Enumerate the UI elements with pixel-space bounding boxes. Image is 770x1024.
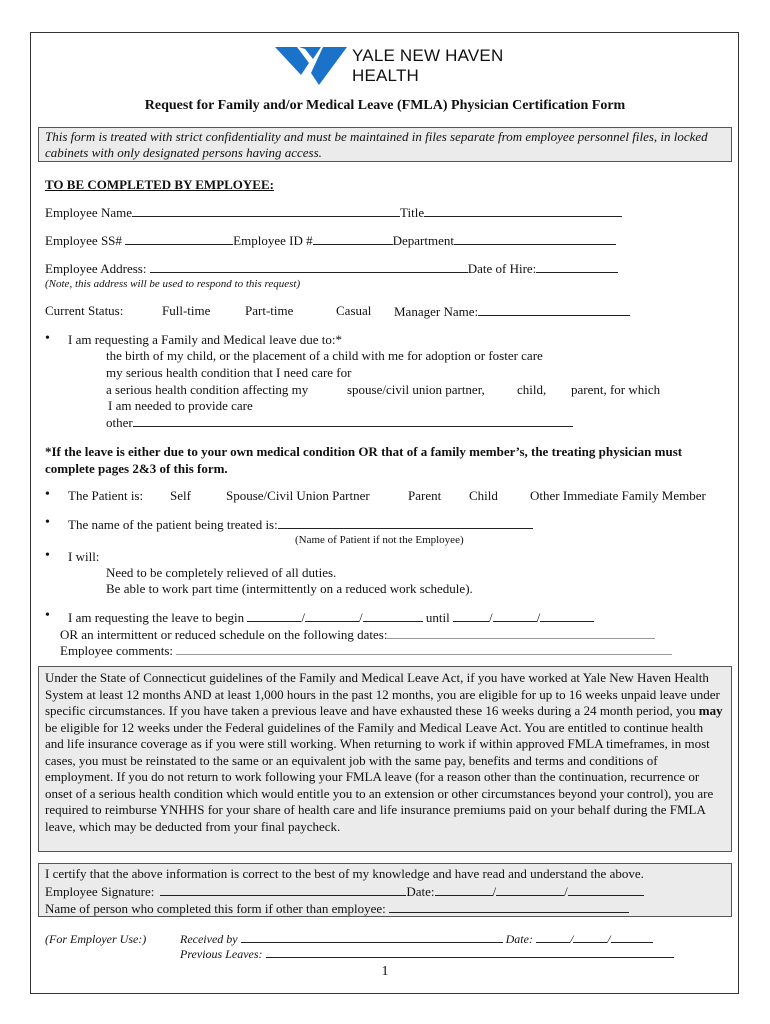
logo-line2: HEALTH xyxy=(352,66,420,85)
reason-spouse[interactable]: spouse/civil union partner, xyxy=(347,382,485,397)
hire-date-field[interactable] xyxy=(536,260,618,273)
employee-id-field[interactable] xyxy=(313,232,393,245)
reason-family-health[interactable]: a serious health condition affecting my xyxy=(106,382,309,397)
patient-other-family[interactable]: Other Immediate Family Member xyxy=(530,488,706,503)
physician-note: *If the leave is either due to your own medical condition OR that of a family member’s, the treating physician must complete pages 2&3 of this form. xyxy=(45,444,683,476)
begin-day-field[interactable] xyxy=(305,609,359,622)
employee-section-heading: TO BE COMPLETED BY EMPLOYEE: xyxy=(45,177,274,192)
ynhh-logo-icon xyxy=(275,47,347,87)
intermittent-field[interactable] xyxy=(387,626,655,639)
completed-by-field[interactable] xyxy=(389,900,629,913)
leave-dates-row xyxy=(68,609,594,626)
date-slash: / xyxy=(536,610,541,625)
begin-month-field[interactable] xyxy=(247,609,301,622)
address-row xyxy=(45,260,618,277)
certify-statement: I certify that the above information is correct to the best of my knowledge and have read and understand the above. xyxy=(45,866,644,881)
reason-family-cont: I am needed to provide care xyxy=(108,398,253,413)
will-label: I will: xyxy=(68,549,100,564)
manager-label: Manager Name: xyxy=(394,304,479,319)
bullet: • xyxy=(45,515,50,530)
patient-name-row xyxy=(68,516,533,533)
bullet: • xyxy=(45,608,50,623)
date-slash: / xyxy=(492,883,497,899)
leave-intro: I am requesting a Family and Medical leave due to:* xyxy=(68,332,342,347)
intermittent-row xyxy=(60,626,655,643)
status-parttime[interactable]: Part-time xyxy=(245,303,294,318)
fmla-info-box xyxy=(38,666,732,852)
address-note: (Note, this address will be used to respond to this request) xyxy=(45,278,301,290)
patient-name-note: (Name of Patient if not the Employee) xyxy=(295,534,464,546)
end-month-field[interactable] xyxy=(453,609,489,622)
intermittent-label: OR an intermittent or reduced schedule on the following dates: xyxy=(60,627,388,642)
begin-label: I am requesting the leave to begin xyxy=(68,610,248,625)
certify-month-field[interactable] xyxy=(435,883,493,896)
address-label: Employee Address: xyxy=(45,261,150,276)
date-slash: / xyxy=(489,610,493,625)
employee-name-field[interactable] xyxy=(132,204,400,217)
end-year-field[interactable] xyxy=(540,609,594,622)
reason-other[interactable]: other xyxy=(106,415,133,430)
previous-leaves-label: Previous Leaves: xyxy=(180,947,266,961)
date-slash: / xyxy=(301,610,306,625)
completed-by-label: Name of person who completed this form if other than employee: xyxy=(45,901,390,916)
employee-id-row xyxy=(45,232,616,249)
received-label: Received by xyxy=(180,932,241,946)
department-field[interactable] xyxy=(454,232,616,245)
fmla-info-part2: be eligible for 12 weeks under the Federal guidelines of the Family and Medical Leave Act. You are entitled to continue health and life insurance coverage as if you were still working. When returning to work if within approved FMLA timeframes, in most cases, you must be reinstated to the same or an equivalent job with the same pay, benefits and terms and conditions of employment. If you do not return to work following your FMLA leave (for a reason other than the continuation, recurrence or onset of a serious health condition which would entitle you to an extension or other circumstances beyond your control), you are required to reimburse YNHHS for your share of health care and life insurance premiums paid on your behalf during the FMLA leave, which may be deducted from your final paycheck. xyxy=(45,719,714,834)
date-slash: / xyxy=(359,610,363,625)
signature-field[interactable] xyxy=(160,883,406,896)
title-label: Title xyxy=(400,205,425,220)
confidentiality-notice: This form is treated with strict confidentiality and must be maintained in files separate from employee personnel files, in locked cabinets with only designated persons having access. xyxy=(38,127,732,162)
status-label: Current Status: xyxy=(45,303,124,318)
certify-year-field[interactable] xyxy=(568,883,644,896)
certify-date-label: Date: xyxy=(406,883,435,899)
bullet: • xyxy=(45,548,50,563)
date-slash: / xyxy=(564,883,568,899)
patient-self[interactable]: Self xyxy=(170,488,191,503)
reason-other-row xyxy=(106,414,573,431)
manager-row xyxy=(394,303,630,320)
patient-label: The Patient is: xyxy=(68,488,144,503)
bullet: • xyxy=(45,331,50,346)
patient-parent[interactable]: Parent xyxy=(408,488,442,503)
completed-by-row xyxy=(45,900,725,918)
employer-use-label: (For Employer Use:) xyxy=(45,932,147,946)
signature-row xyxy=(45,883,725,901)
employer-month-field[interactable] xyxy=(536,931,570,943)
employer-date-label: Date: xyxy=(502,932,536,946)
hire-date-label: Date of Hire: xyxy=(467,261,537,276)
date-slash: / xyxy=(607,932,611,946)
will-part-time[interactable]: Be able to work part time (intermittently on a reduced work schedule). xyxy=(106,581,473,596)
department-label: Department xyxy=(392,233,454,248)
ss-label: Employee SS# xyxy=(45,233,126,248)
certification-box xyxy=(38,863,732,917)
previous-leaves-row xyxy=(180,946,674,962)
until-label: until xyxy=(422,610,454,625)
received-row xyxy=(180,931,653,947)
bullet: • xyxy=(45,487,50,502)
status-fulltime[interactable]: Full-time xyxy=(162,303,211,318)
received-field[interactable] xyxy=(241,931,503,943)
begin-year-field[interactable] xyxy=(363,609,423,622)
employer-day-field[interactable] xyxy=(573,931,607,943)
patient-name-label: The name of the patient being treated is: xyxy=(68,517,278,532)
patient-spouse[interactable]: Spouse/Civil Union Partner xyxy=(226,488,370,503)
signature-label: Employee Signature: xyxy=(45,883,155,899)
end-day-field[interactable] xyxy=(493,609,537,622)
page-number: 1 xyxy=(381,964,389,979)
status-casual[interactable]: Casual xyxy=(336,303,372,318)
reason-birth[interactable]: the birth of my child, or the placement of a child with me for adoption or foster care xyxy=(106,348,543,363)
fmla-info-part1: Under the State of Connecticut guidelines of the Family and Medical Leave Act, if you have worked at Yale New Haven Health System at least 12 months AND at least 1,000 hours in the past 12 months, you are eligible for up to 16 weeks unpaid leave under specific circumstances. If you have taken a previous leave and have exhausted these 16 weeks during a 24 month period, you xyxy=(45,670,720,718)
date-slash: / xyxy=(569,932,574,946)
employee-name-row xyxy=(45,204,622,221)
manager-field[interactable] xyxy=(478,303,630,316)
fmla-info-may: may xyxy=(698,703,723,718)
reason-other-field[interactable] xyxy=(133,414,573,427)
comments-field[interactable] xyxy=(176,642,672,655)
comments-row xyxy=(60,642,672,659)
will-relieved[interactable]: Need to be completely relieved of all duties. xyxy=(106,565,337,580)
reason-own-health[interactable]: my serious health condition that I need care for xyxy=(106,365,352,380)
form-title: Request for Family and/or Medical Leave (FMLA) Physician Certification Form xyxy=(144,98,626,113)
previous-leaves-field[interactable] xyxy=(266,946,674,958)
ss-field[interactable] xyxy=(125,232,233,245)
certify-day-field[interactable] xyxy=(496,883,564,896)
patient-name-field[interactable] xyxy=(278,516,533,529)
address-field[interactable] xyxy=(150,260,468,273)
ynhh-logo xyxy=(275,45,505,87)
employee-id-label: Employee ID # xyxy=(233,233,313,248)
title-field[interactable] xyxy=(424,204,622,217)
comments-label: Employee comments: xyxy=(60,643,177,658)
employee-name-label: Employee Name xyxy=(45,205,132,220)
employer-year-field[interactable] xyxy=(611,931,653,943)
patient-child[interactable]: Child xyxy=(469,488,498,503)
reason-child[interactable]: child, xyxy=(517,382,547,397)
reason-parent[interactable]: parent, for which xyxy=(571,382,661,397)
logo-line1: YALE NEW HAVEN xyxy=(352,46,504,65)
